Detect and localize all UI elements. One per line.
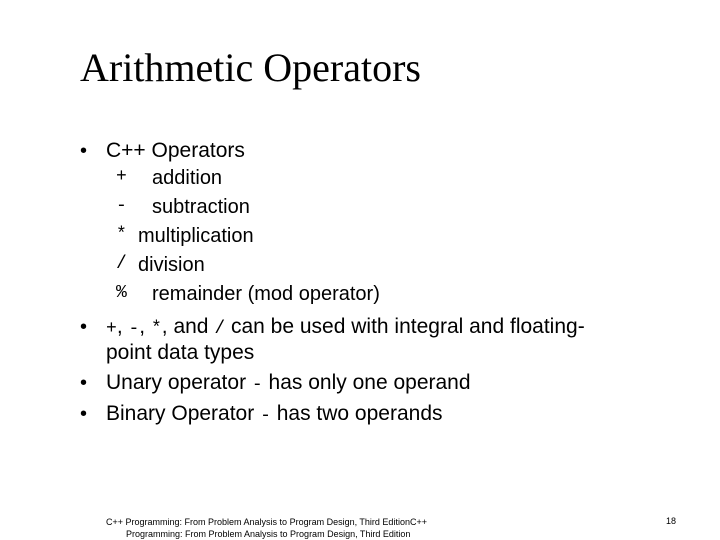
operator-minus: -: [128, 319, 140, 339]
dash: -: [260, 406, 271, 426]
operator-star: *: [150, 319, 162, 339]
page-title: Arithmetic Operators: [80, 45, 421, 90]
operator-symbol: %: [116, 283, 127, 303]
bullet-2-marker: •: [80, 316, 88, 338]
dash: -: [251, 375, 263, 395]
bullet-2-rest: can be used with integral and floating-: [225, 315, 585, 338]
bullet-4-text: [106, 403, 443, 425]
separator: ,: [139, 315, 151, 338]
bullet-3-marker: •: [80, 372, 88, 394]
operator-description: remainder (mod operator): [152, 283, 380, 305]
footer-line-1: C++ Programming: From Problem Analysis to Program Design, Third EditionC++: [106, 517, 427, 527]
bullet-4-marker: •: [80, 403, 88, 425]
footer: [106, 516, 486, 540]
operator-symbol: -: [116, 196, 127, 216]
operator-symbol: +: [116, 167, 127, 187]
bullet-3-text: [106, 372, 471, 394]
bullet-4-pre: Binary Operator: [106, 402, 261, 425]
footer-line-2: Programming: From Problem Analysis to Program Design, Third Edition: [126, 529, 411, 539]
operator-description: multiplication: [138, 225, 254, 247]
operator-symbol: *: [116, 225, 127, 245]
separator: , and: [161, 315, 215, 338]
bullet-2-continuation: point data types: [106, 341, 255, 364]
bullet-3-pre: Unary operator: [106, 371, 252, 394]
bullet-2-text: [106, 316, 585, 338]
bullet-3-post: has only one operand: [262, 371, 471, 394]
page-number: 18: [666, 516, 677, 526]
bullet-4-post: has two operands: [270, 402, 443, 425]
operator-symbol: /: [116, 254, 127, 274]
operator-description: subtraction: [152, 196, 250, 218]
operator-description: division: [138, 254, 205, 276]
bullet-1-marker: •: [80, 140, 88, 162]
bullet-1-text: C++ Operators: [106, 139, 245, 162]
operator-slash: /: [214, 319, 226, 339]
operator-plus: +: [106, 319, 117, 339]
separator: ,: [116, 315, 129, 338]
operator-description: addition: [152, 167, 223, 189]
